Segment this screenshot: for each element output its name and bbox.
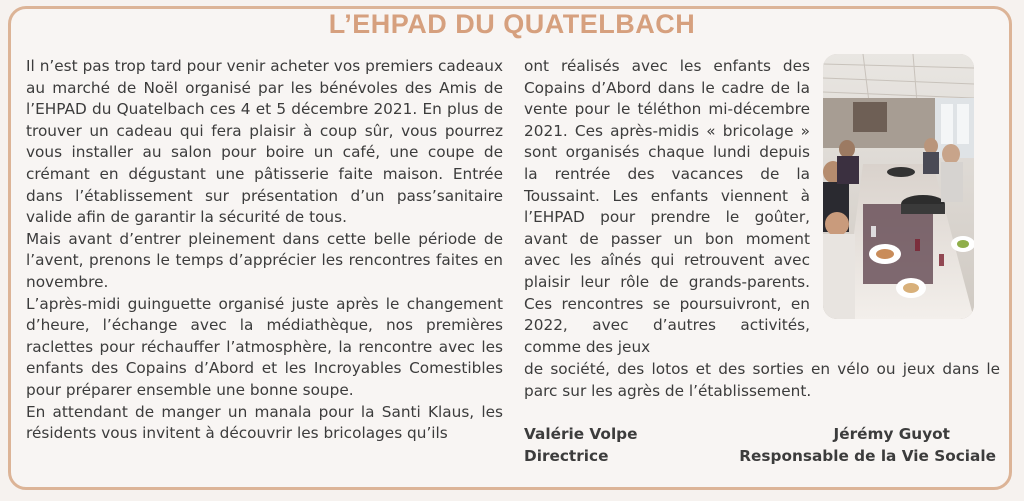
paragraph-activites: de société, des lotos et des sorties en vélo ou jeux dans le parc sur les agrès de l’établissement. [524,360,1000,400]
paragraph-marche-noel: Il n’est pas trop tard pour venir acheter vos premiers cadeaux au marché de Noël organisé par les bénévoles des Amis de l’EHPAD du Quatelbach ces 4 et 5 décembre 2021. En plus de trouver un cadeau qui fera plaisir à coup sûr, vous pourrez vous installer au salon pour boire un café, une coupe de crémant en dégustant une pâtisserie faite maison. Entrée dans l’établissement sur présentation d’un pass’sanitaire valide afin de garantir la sécurité de tous. [26,57,503,227]
article-title: L’EHPAD DU QUATELBACH [328,9,696,39]
right-column-bottom [524,359,1000,402]
signature-name: Valérie Volpe [524,425,638,443]
signature-role: Directrice [524,446,609,465]
paragraph-avent: Mais avant d’entrer pleinement dans cette belle période de l’avent, prenons le temps d’apprécier les rencontres faites en novembre. [26,229,503,291]
signature-name: Jérémy Guyot [833,425,950,443]
left-column [26,56,503,445]
signature-social-life [700,424,996,467]
signature-director [524,424,638,467]
paragraph-rencontres: L’après-midi guinguette organisé juste après le changement d’heure, l’échange avec la médiathèque, nos premières raclettes pour réchauffer l’atmosphère, la rencontre avec les enfants des Copains d’Abord et les Incroyables Comestibles pour préparer ensemble une bonne soupe. [26,294,503,399]
paragraph-bricolage: ont réalisés avec les enfants des Copains d’Abord dans le cadre de la vente pour le téléthon mi-décembre 2021. Ces après-midis « bricolage » sont organisés chaque lundi depuis la rentrée des vacances de la Toussaint. Les enfants viennent à l’EHPAD pour prendre le goûter, avant de passer un bon moment avec les aînés qui retrouvent avec plaisir leur rôle de grands-parents. Ces rencontres se poursuivront, en 2022, avec d’autres activités, comme des jeux [524,57,810,356]
residents-meal-illustration [823,54,974,319]
right-column-top [524,56,810,358]
paragraph-manala: En attendant de manger un manala pour la Santi Klaus, les résidents vous invitent à découvrir les bricolages qu’ils [26,402,503,443]
signature-role: Responsable de la Vie Sociale [739,446,996,465]
residents-meal-photo [823,54,974,319]
